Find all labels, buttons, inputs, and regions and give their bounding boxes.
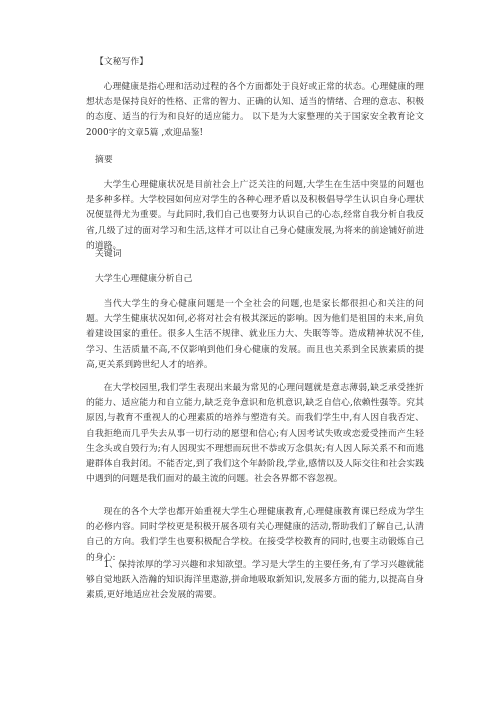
keywords-text: 大学生心理健康分析自己	[95, 274, 193, 284]
abstract-paragraph: 大学生心理健康状况是目前社会上广泛关注的问题,大学生在生活中突显的问题也是多种多样。大学校园如何应对学生的各种心理矛盾以及积极倡导学生认识自身心理状况便显得尤为重要。与此同时,我们自己也要努力认识自己的心态,经常自我分析自我反省,几级了过的面对学习和生活,这样才可以让自己身心健康发展,为将来的前途铺好前进的道路。	[86, 180, 424, 251]
keywords-heading: 关键词	[95, 249, 122, 259]
body-paragraph-1: 当代大学生的身心健康问题是一个全社会的问题,也是家长都很担心和关注的问题。大学生健康状况如何,必将对社会有极其深远的影响。因为他们是祖国的未来,肩负着建设国家的重任。很多人生活不规律、就业压力大、失眠等等。造成精神状况不佳,学习、生活质量不高,不仅影响到他们身心健康的发展。而且也关系到全民族素质的提高,更关系到跨世纪人才的培养。	[86, 299, 424, 370]
section-tag: 【文秘写作】	[95, 57, 149, 67]
abstract-heading: 摘要	[95, 155, 113, 165]
body-paragraph-3: 现在的各个大学也都开始重视大学生心理健康教育,心理健康教育课已经成为学生的必修内容。同时学校更是积极开展各项有关心理健康的活动,帮助我们了解自己,认清自己的方向。我们学生也要积极配合学校。在接受学校教育的同时,也要主动锻炼自己的身心:	[86, 507, 424, 563]
body-paragraph-2: 在大学校园里,我们学生表现出来最为常见的心理问题就是意志薄弱,缺乏承受挫折的能力、适应能力和自立能力,缺乏竞争意识和危机意识,缺乏自信心,依赖性强等。究其原因,与教育不重视人的心理素质的培养与塑造有关。而我们学生中,有人因自我否定、自我拒绝而几乎失去从事一切行动的愿望和信心;有人因考试失败或恋爱受挫而产生轻生念头或自毁行为;有人因现实不理想而玩世不恭或万念俱灰;有人因人际关系不和而逃避群体自我封闭。不能否定,到了我们这个年龄阶段,学业,感情以及人际交往和社会实践中遇到的问题是我们面对的最主流的问题。社会各界都不容忽视。	[86, 383, 424, 485]
intro-paragraph: 心理健康是指心理和活动过程的各个方面都处于良好或正常的状态。心理健康的理想状态是保持良好的性格、正常的智力、正确的认知、适当的情绪、合理的意志、积极的态度、适当的行为和良好的适应能力。 以下是为大家整理的关于国家安全教育论文2000字的文章5篇 ,欢迎品鉴!	[86, 82, 424, 138]
body-paragraph-4: 1、保持浓厚的学习兴趣和求知欲望。学习是大学生的主要任务,有了学习兴趣就能够自觉地跃入浩瀚的知识海洋里遨游,拼命地吸取新知识,发展多方面的能力,以提高自身素质,更好地适应社会发展的需要。	[86, 560, 424, 601]
